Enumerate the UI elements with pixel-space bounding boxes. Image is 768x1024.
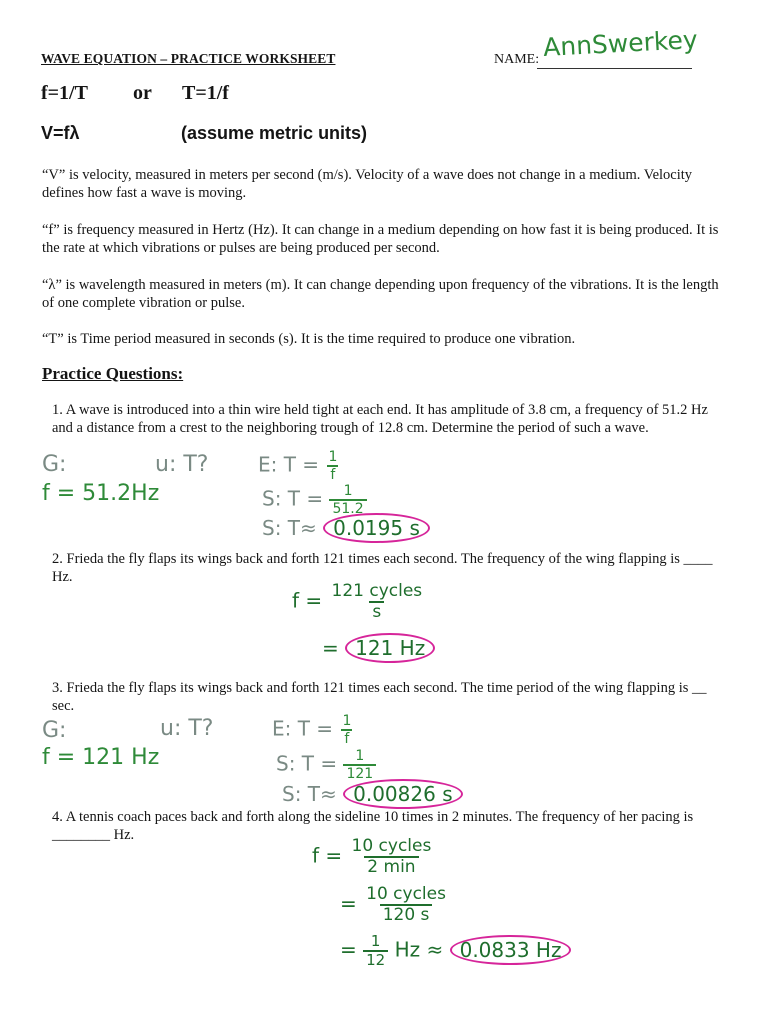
q1-equation-denominator: f [327, 465, 338, 482]
q3-equation [272, 714, 354, 746]
definition-period: “T” is Time period measured in seconds (s). It is the time required to produce one vibration. [42, 331, 576, 347]
q1-substitution-fraction [329, 484, 366, 516]
q2-equation-denominator: s [369, 601, 384, 621]
q4-equation [312, 838, 434, 876]
q2-answer: 121 Hz [345, 633, 435, 663]
student-name: AnnSwerkey [542, 24, 699, 62]
q1-unknown: u: T? [155, 452, 209, 477]
question-1-text: 1. A wave is introduced into a thin wire held tight at each end. It has amplitude of 3.8 cm, a frequency of 51.2 Hz and a distance from a crest to the neighboring trough of 12.8 cm. Determine the period of such a wave. [52, 402, 708, 436]
q1-given-value: f = 51.2Hz [42, 481, 160, 506]
definition-velocity: “V” is velocity, measured in meters per second (m/s). Velocity of a wave does not change in a medium. Velocity defines how fast a wave is moving. [42, 167, 693, 201]
question-2-text: 2. Frieda the fly flaps its wings back and forth 121 times each second. The frequency of the wing flapping is ____ Hz. [52, 551, 713, 585]
q4-equation-fraction [349, 838, 435, 876]
q2-result-prefix: = [322, 636, 339, 660]
q4-step-2 [340, 886, 449, 924]
q1-solution [262, 516, 430, 540]
q4-step-2-prefix: = [340, 891, 357, 916]
q4-step-3-fraction [363, 934, 388, 968]
question-4-text: 4. A tennis coach paces back and forth along the sideline 10 times in 2 minutes. The frequency of her pacing is ________ Hz. [52, 809, 694, 843]
q1-given-label: G: [42, 452, 67, 477]
q1-substitution-denominator: 51.2 [329, 499, 366, 516]
q4-answer: 0.0833 Hz [450, 935, 572, 965]
q4-step-2-numerator: 10 cycles [366, 884, 446, 904]
q1-equation [258, 450, 340, 482]
q3-substitution-denominator: 121 [343, 764, 376, 781]
q3-equation-fraction [339, 714, 354, 746]
formula-or: or [133, 82, 152, 104]
q2-equation-numerator: 121 cycles [331, 581, 423, 601]
section-title: Practice Questions: [42, 364, 184, 383]
q3-equation-numerator: 1 [342, 713, 352, 729]
q4-step-2-fraction [363, 886, 449, 924]
q1-equation-fraction [325, 450, 340, 482]
q3-equation-prefix: E: T = [272, 716, 334, 741]
question-3-text: 3. Frieda the fly flaps its wings back and forth 121 times each second. The time period of the wing flapping is __ sec. [52, 680, 707, 714]
q3-substitution-fraction [343, 749, 376, 781]
name-underline [537, 68, 692, 69]
name-label: NAME: [494, 52, 540, 67]
q4-step-3 [340, 934, 571, 968]
q1-solution-prefix: S: T≈ [262, 516, 317, 540]
q1-answer: 0.0195 s [323, 513, 430, 543]
definition-wavelength: “λ” is wavelength measured in meters (m). It can change depending upon frequency of the vibrations. It is the length of one complete vibration or pulse. [42, 277, 719, 311]
q3-solution-prefix: S: T≈ [282, 782, 337, 806]
q1-equation-prefix: E: T = [258, 452, 320, 477]
worksheet-title: WAVE EQUATION – PRACTICE WORKSHEET [41, 51, 336, 66]
q2-equation-prefix: f = [292, 588, 323, 613]
q3-substitution [276, 749, 376, 781]
q4-equation-prefix: f = [312, 843, 343, 868]
formula-period: T=1/f [182, 82, 229, 104]
q4-step-3-suffix: Hz ≈ [394, 937, 444, 962]
q2-equation-fraction [329, 583, 426, 621]
q3-given-label: G: [42, 718, 67, 743]
q2-result [322, 636, 435, 660]
q1-substitution-numerator: 1 [343, 483, 353, 499]
q3-answer: 0.00826 s [343, 779, 462, 809]
q3-given-value: f = 121 Hz [42, 745, 160, 770]
metric-units-note: (assume metric units) [181, 123, 368, 143]
q1-equation-numerator: 1 [328, 449, 338, 465]
q4-step-3-prefix: = [340, 937, 357, 962]
definition-frequency: “f” is frequency measured in Hertz (Hz). It can change in a medium depending on how fast it is being produced. It is the rate at which vibrations or pulses are being produced per second. [42, 222, 719, 256]
formula-frequency: f=1/T [41, 82, 88, 104]
q4-equation-denominator: 2 min [364, 856, 418, 876]
q2-equation [292, 583, 425, 621]
q4-equation-numerator: 10 cycles [351, 836, 432, 856]
q1-substitution [262, 484, 367, 516]
q3-substitution-prefix: S: T = [276, 751, 338, 776]
q3-unknown: u: T? [160, 716, 214, 741]
q3-substitution-numerator: 1 [355, 748, 365, 764]
q4-step-3-denominator: 12 [363, 950, 388, 968]
q4-step-3-numerator: 1 [370, 932, 381, 950]
formula-velocity: V=fλ [41, 123, 80, 143]
q1-substitution-prefix: S: T = [262, 486, 324, 511]
q3-equation-denominator: f [341, 729, 352, 746]
q4-step-2-denominator: 120 s [380, 904, 433, 924]
q3-solution [282, 782, 463, 806]
